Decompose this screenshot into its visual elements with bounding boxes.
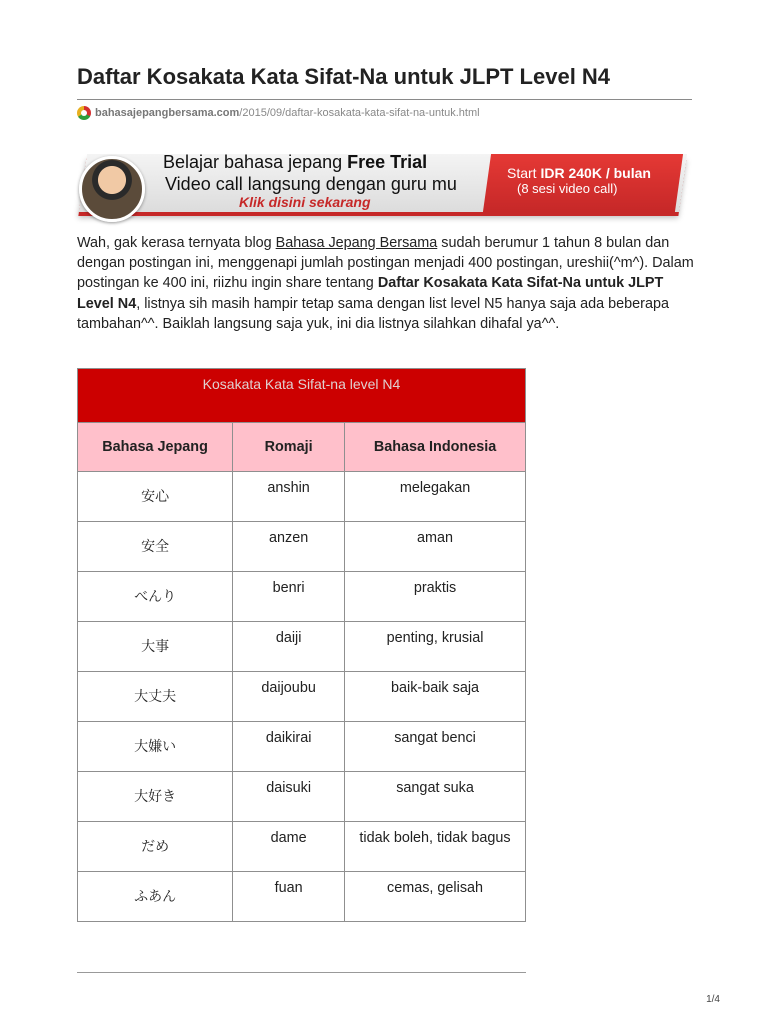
table-row xyxy=(78,472,526,522)
promo-banner[interactable] xyxy=(79,148,689,216)
intro-bold-topic: Daftar Kosakata Kata Sifat-Na untuk JLPT Level N4 xyxy=(77,275,664,312)
cell-romaji: daisuki xyxy=(233,772,345,822)
cell-indonesian: baik-baik saja xyxy=(345,672,526,722)
cell-japanese: 大丈夫 xyxy=(78,672,233,722)
cell-romaji: anshin xyxy=(233,472,345,522)
banner-price-note: (8 sesi video call) xyxy=(517,181,618,196)
bottom-divider xyxy=(77,972,526,973)
cell-japanese: 大好き xyxy=(78,772,233,822)
cell-indonesian: melegakan xyxy=(345,472,526,522)
site-favicon-icon xyxy=(77,106,91,120)
cell-romaji: anzen xyxy=(233,522,345,572)
cell-japanese: べんり xyxy=(78,572,233,622)
title-divider xyxy=(77,99,692,100)
source-path: /2015/09/daftar-kosakata-kata-sifat-na-untuk.html xyxy=(239,107,480,119)
table-row xyxy=(78,622,526,672)
table-row xyxy=(78,722,526,772)
blog-link[interactable]: Bahasa Jepang Bersama xyxy=(275,235,438,251)
cell-indonesian: aman xyxy=(345,522,526,572)
cell-indonesian: praktis xyxy=(345,572,526,622)
cell-romaji: fuan xyxy=(233,872,345,922)
banner-headline: Belajar bahasa jepang Free Trial xyxy=(163,152,428,172)
cell-romaji: daijoubu xyxy=(233,672,345,722)
page-title: Daftar Kosakata Kata Sifat-Na untuk JLPT Level N4 xyxy=(77,64,611,89)
cell-romaji: daiji xyxy=(233,622,345,672)
table-row xyxy=(78,522,526,572)
cell-japanese: ふあん xyxy=(78,872,233,922)
page-number: 1/4 xyxy=(706,994,720,1005)
cell-romaji: daikirai xyxy=(233,722,345,772)
cell-japanese: 安全 xyxy=(78,522,233,572)
cell-japanese: 大事 xyxy=(78,622,233,672)
cell-indonesian: sangat benci xyxy=(345,722,526,772)
column-header-japanese: Bahasa Jepang xyxy=(78,423,233,472)
column-header-indonesian: Bahasa Indonesia xyxy=(345,423,526,472)
banner-cta-link[interactable]: Klik disini sekarang xyxy=(239,194,371,210)
cell-indonesian: penting, krusial xyxy=(345,622,526,672)
source-url[interactable] xyxy=(77,105,480,121)
vocabulary-table xyxy=(77,368,526,922)
cell-japanese: 大嫌い xyxy=(78,722,233,772)
table-row xyxy=(78,822,526,872)
cell-romaji: benri xyxy=(233,572,345,622)
table-caption: Kosakata Kata Sifat-na level N4 xyxy=(78,369,526,423)
source-domain: bahasajepangbersama.com xyxy=(95,107,240,119)
cell-indonesian: cemas, gelisah xyxy=(345,872,526,922)
banner-price: Start IDR 240K / bulan xyxy=(507,165,651,181)
table-row xyxy=(78,672,526,722)
table-row xyxy=(78,572,526,622)
teacher-avatar xyxy=(79,156,145,222)
column-header-romaji: Romaji xyxy=(233,423,345,472)
cell-indonesian: tidak boleh, tidak bagus xyxy=(345,822,526,872)
cell-indonesian: sangat suka xyxy=(345,772,526,822)
table-row xyxy=(78,772,526,822)
banner-subheadline: Video call langsung dengan guru mu xyxy=(165,174,457,194)
table-row xyxy=(78,872,526,922)
cell-japanese: だめ xyxy=(78,822,233,872)
intro-paragraph: Wah, gak kerasa ternyata blog Bahasa Jepang Bersama sudah berumur 1 tahun 8 bulan dan dengan postingan ini, menggenapi jumlah postingan menjadi 400 postingan, ureshii(^m^). Dalam postingan ke 400 ini, riizhu ingin share tentang Daftar Kosakata Kata Sifat-Na untuk JLPT Level N4, listnya sih masih hampir tetap sama dengan list level N5 hanya saja ada beberapa tambahan^^. Baiklah langsung saja yuk, ini dia listnya silahkan dihafal ya^^. xyxy=(77,235,694,332)
cell-japanese: 安心 xyxy=(78,472,233,522)
cell-romaji: dame xyxy=(233,822,345,872)
